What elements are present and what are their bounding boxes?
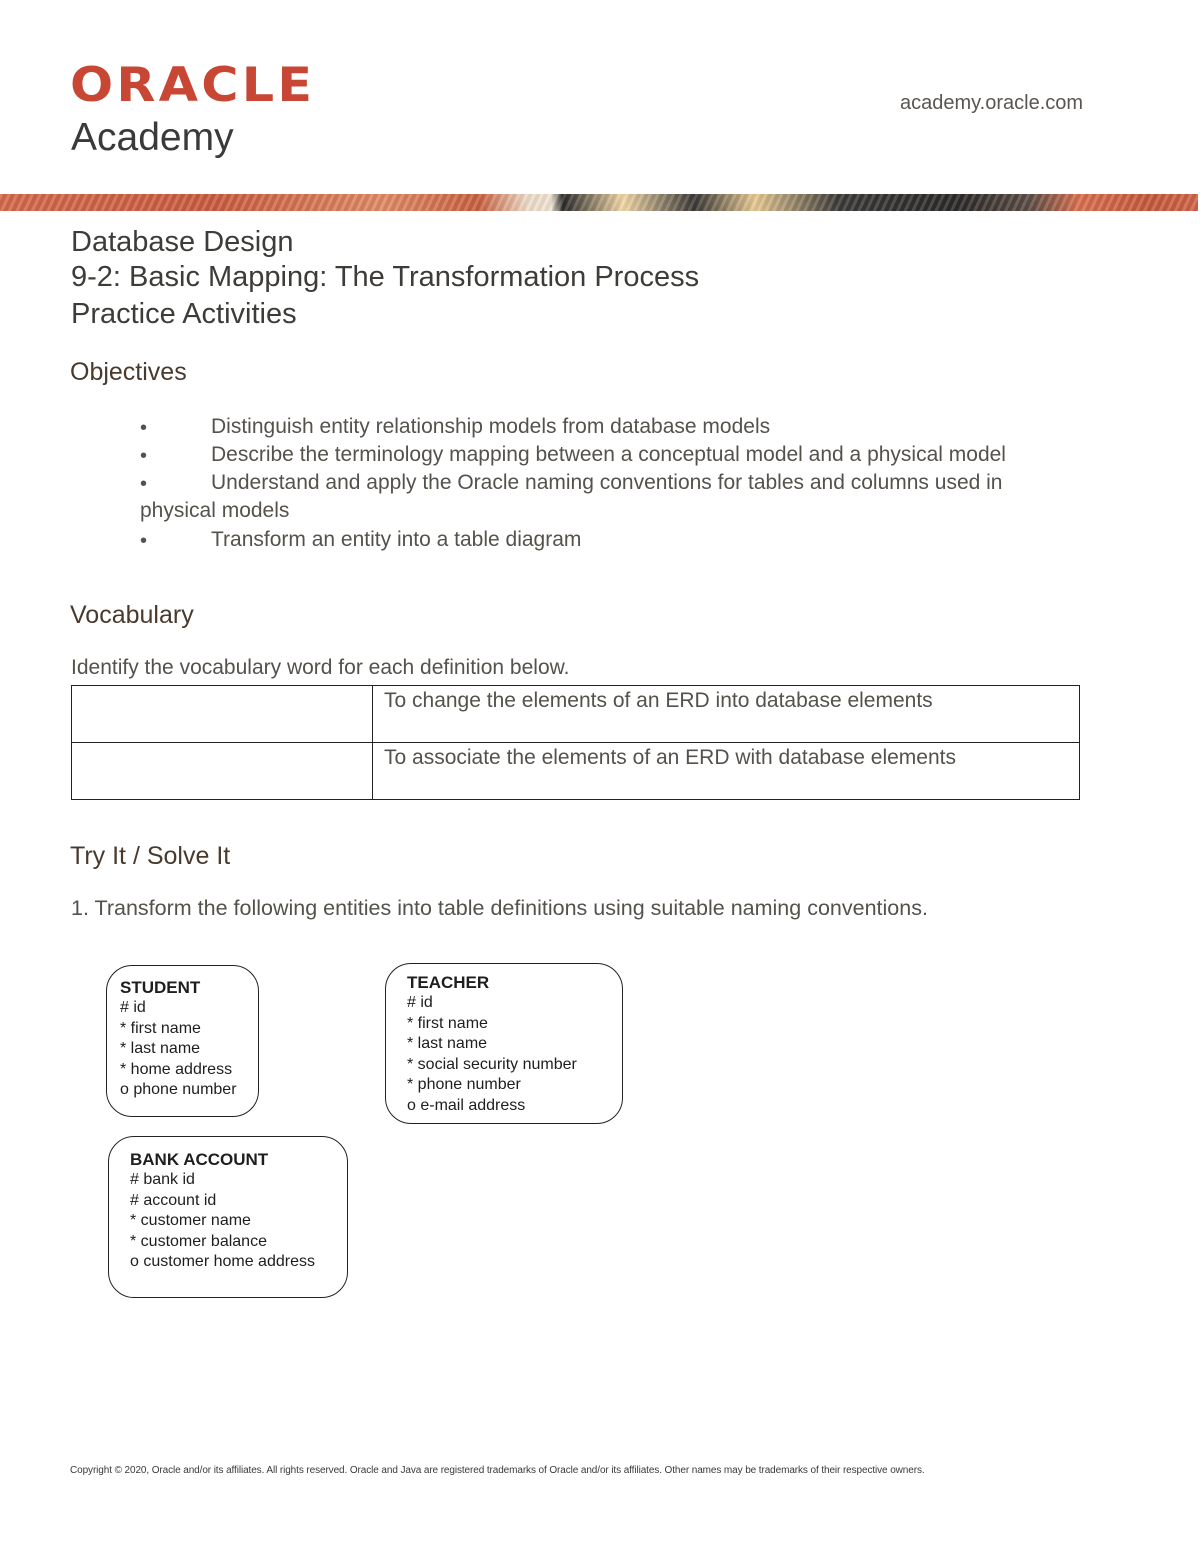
entity-attribute: * first name	[120, 1019, 201, 1037]
objectives-heading: Objectives	[70, 358, 187, 386]
lesson-title: 9-2: Basic Mapping: The Transformation Process	[71, 261, 700, 293]
bullet-glyph: •	[140, 473, 148, 495]
teacher-entity-box	[385, 963, 623, 1124]
try-it-heading: Try It / Solve It	[70, 842, 231, 870]
entity-attribute: * first name	[407, 1014, 488, 1032]
entity-attribute: # id	[120, 999, 146, 1016]
entity-attribute: o e-mail address	[407, 1096, 526, 1114]
vocabulary-intro: Identify the vocabulary word for each definition below.	[71, 656, 570, 679]
bank-account-entity-box	[108, 1136, 348, 1298]
entity-attribute: * customer name	[130, 1212, 251, 1229]
entity-attribute: * last name	[120, 1040, 201, 1057]
entity-attribute: * phone number	[407, 1076, 521, 1093]
entity-attribute: o phone number	[120, 1081, 237, 1098]
entity-attribute: * home address	[120, 1060, 233, 1078]
objective-item-continuation: physical models	[140, 499, 290, 522]
vocabulary-term-cell[interactable]	[72, 743, 373, 800]
objective-item: Transform an entity into a table diagram	[211, 528, 582, 551]
document-type: Practice Activities	[71, 298, 297, 330]
table-row	[72, 686, 1080, 743]
site-url: academy.oracle.com	[900, 92, 1084, 114]
bullet-glyph: •	[140, 445, 148, 467]
academy-logo-subtitle: Academy	[71, 116, 234, 159]
vocabulary-heading: Vocabulary	[70, 601, 194, 629]
entity-attribute: * last name	[407, 1035, 488, 1052]
entity-attribute: # id	[407, 994, 433, 1011]
vocabulary-term-cell[interactable]	[72, 686, 373, 743]
student-entity-box	[106, 965, 259, 1117]
objective-item: Understand and apply the Oracle naming conventions for tables and columns used in	[211, 471, 1003, 494]
task-instruction: 1. Transform the following entities into table definitions using suitable naming conventions.	[71, 896, 928, 920]
entity-name: BANK ACCOUNT	[130, 1150, 269, 1169]
course-title: Database Design	[71, 226, 294, 258]
entity-attribute: o customer home address	[130, 1253, 315, 1270]
banner-texture	[0, 194, 1198, 211]
vocabulary-definition-cell: To associate the elements of an ERD with database elements	[373, 743, 1080, 800]
table-row	[72, 743, 1080, 800]
copyright-footer: Copyright © 2020, Oracle and/or its affiliates. All rights reserved. Oracle and Java are registered trademarks of Oracle and/or its affiliates. Other names may be trademarks of their respective owners.	[70, 1465, 925, 1476]
objective-item: Describe the terminology mapping between a conceptual model and a physical model	[211, 443, 1006, 466]
entity-name: STUDENT	[120, 978, 201, 997]
bullet-glyph: •	[140, 417, 148, 439]
bullet-glyph: •	[140, 530, 148, 552]
entity-attribute: * social security number	[407, 1055, 577, 1073]
oracle-logo-wordmark: ORACLE	[70, 58, 316, 113]
entity-attribute: * customer balance	[130, 1232, 267, 1250]
entity-name: TEACHER	[407, 973, 490, 992]
entity-attribute: # account id	[130, 1191, 217, 1209]
vocabulary-definition-cell: To change the elements of an ERD into database elements	[373, 686, 1080, 743]
entity-attribute: # bank id	[130, 1171, 195, 1188]
objective-item: Distinguish entity relationship models from database models	[211, 415, 771, 438]
vocabulary-table	[71, 685, 1080, 800]
